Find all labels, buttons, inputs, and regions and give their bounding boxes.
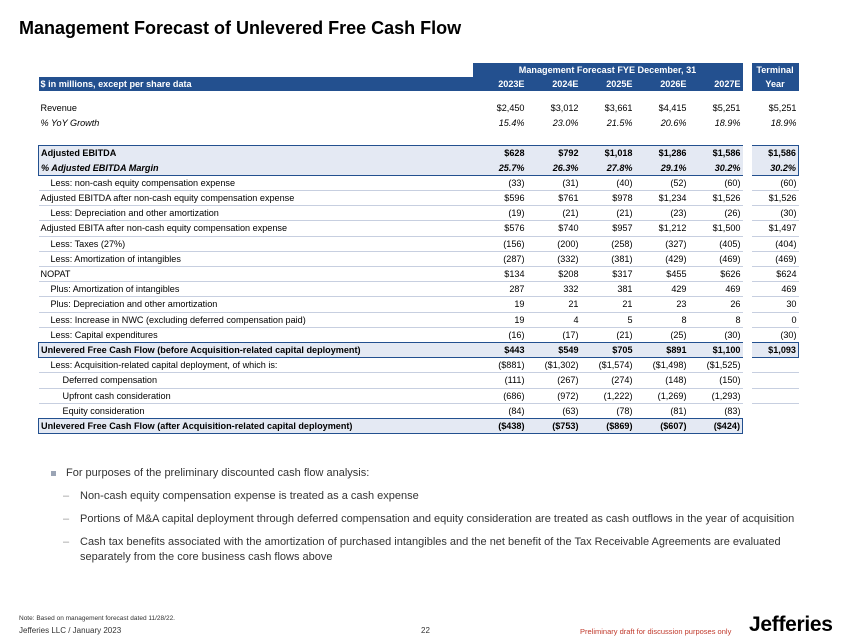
row-label: Less: Amortization of intangibles — [39, 251, 473, 266]
page-number: 22 — [421, 626, 430, 635]
cell: ($607) — [635, 419, 689, 434]
row-label: Adjusted EBITA after non-cash equity compensation expense — [39, 221, 473, 236]
cell: 29.1% — [635, 161, 689, 176]
cell: $957 — [581, 221, 635, 236]
table-row-nopat — [39, 267, 799, 282]
terminal-cell: 18.9% — [770, 117, 797, 128]
cell: ($881) — [473, 358, 527, 373]
units-label: $ in millions, except per share data — [39, 77, 473, 91]
terminal-header: Terminal — [752, 63, 799, 77]
cell: ($753) — [527, 419, 581, 434]
cell: 19 — [473, 312, 527, 327]
table-row-sbc — [39, 175, 799, 190]
cell: ($1,302) — [527, 358, 581, 373]
row-label: Revenue — [40, 102, 77, 113]
row-label: Upfront cash consideration — [39, 388, 473, 403]
cell: 15.4% — [498, 117, 525, 128]
table-row-ebitda-margin — [39, 161, 799, 176]
cell: 21.5% — [606, 117, 633, 128]
cell: $3,661 — [604, 102, 633, 113]
cell: $740 — [527, 221, 581, 236]
table-row-da — [39, 206, 799, 221]
cell: $549 — [527, 343, 581, 358]
cell: (52) — [635, 175, 689, 190]
cell: $1,586 — [689, 146, 743, 161]
cell: (972) — [527, 388, 581, 403]
bullet-square-icon — [51, 471, 56, 476]
sub-bullet-text: Portions of M&A capital deployment through deferred compensation and equity consideration are treated as cash outflows in the year of acquisition — [80, 513, 795, 525]
cell: 21 — [581, 297, 635, 312]
cell: $3,012 — [550, 102, 579, 113]
cell: 23.0% — [552, 117, 579, 128]
cell: 26 — [689, 297, 743, 312]
cell: (200) — [527, 236, 581, 251]
row-label: NOPAT — [39, 267, 473, 282]
cell: (686) — [473, 388, 527, 403]
terminal-cell: 30 — [752, 297, 799, 312]
cell: (84) — [508, 405, 525, 416]
row-label: Equity consideration — [62, 405, 145, 416]
cell: 332 — [527, 282, 581, 297]
cell: $1,212 — [635, 221, 689, 236]
sub-bullet-text: Non-cash equity compensation expense is treated as a cash expense — [80, 490, 419, 502]
cell: $705 — [581, 343, 635, 358]
cell: $761 — [527, 191, 581, 206]
cell: $4,415 — [658, 102, 687, 113]
cell: ($438) — [473, 419, 527, 434]
table-row-da-plus — [39, 297, 799, 312]
terminal-cell: (30) — [780, 329, 797, 340]
cell: $2,450 — [496, 102, 525, 113]
cell: $628 — [473, 146, 527, 161]
cell: (274) — [581, 373, 635, 388]
cell: 30.2% — [689, 161, 743, 176]
cell: (83) — [724, 405, 741, 416]
cell: (40) — [581, 175, 635, 190]
cell: (21) — [527, 206, 581, 221]
cell: (405) — [689, 236, 743, 251]
row-label: Adjusted EBITDA — [39, 146, 473, 161]
row-label: Less: Depreciation and other amortization — [39, 206, 473, 221]
row-label: Less: Acquisition-related capital deployment, of which is: — [39, 358, 473, 373]
cell: 26.3% — [527, 161, 581, 176]
cell: $1,286 — [635, 146, 689, 161]
sub-bullet-text: Cash tax benefits associated with the amortization of purchased intangibles and the net benefit of the Tax Receivable Agreements are evaluated separately from the core business cash flows above — [80, 536, 781, 563]
cell: 381 — [581, 282, 635, 297]
cell: 20.6% — [660, 117, 687, 128]
row-label: Plus: Amortization of intangibles — [39, 282, 473, 297]
cell: 18.9% — [714, 117, 741, 128]
table-row-ebitda-after-sbc — [39, 191, 799, 206]
row-label: Less: Increase in NWC (excluding deferred compensation paid) — [39, 312, 473, 327]
cell: $891 — [635, 343, 689, 358]
row-label: % YoY Growth — [40, 117, 100, 128]
cell: $792 — [527, 146, 581, 161]
cell: (78) — [616, 405, 633, 416]
cell: (327) — [635, 236, 689, 251]
cell: $1,100 — [689, 343, 743, 358]
cell: 4 — [527, 312, 581, 327]
notes-bullets — [49, 466, 809, 565]
row-label: Less: non-cash equity compensation expense — [39, 175, 473, 190]
cell: 19 — [473, 297, 527, 312]
year-header: 2023E — [473, 77, 527, 91]
cell: ($1,525) — [689, 358, 743, 373]
cell: (469) — [689, 251, 743, 266]
draft-disclaimer: Preliminary draft for discussion purposes only — [580, 627, 732, 636]
terminal-cell: (60) — [752, 175, 799, 190]
cell: 469 — [689, 282, 743, 297]
cell: (25) — [670, 329, 687, 340]
cell: $455 — [635, 267, 689, 282]
table-row-acquisition — [39, 358, 799, 373]
cell: (81) — [670, 405, 687, 416]
bullet-main — [49, 466, 809, 481]
cell: 429 — [635, 282, 689, 297]
table-row-deferred-comp — [39, 373, 799, 388]
cell: $134 — [473, 267, 527, 282]
cell: 287 — [473, 282, 527, 297]
cell: (381) — [581, 251, 635, 266]
cell: (17) — [562, 329, 579, 340]
cell: (21) — [581, 206, 635, 221]
cell: (258) — [581, 236, 635, 251]
row-label: Adjusted EBITDA after non-cash equity compensation expense — [39, 191, 473, 206]
table-row-ufcf-after — [39, 419, 799, 434]
cell: $208 — [527, 267, 581, 282]
table-row-yoy — [39, 115, 799, 130]
cell: (21) — [616, 329, 633, 340]
year-header: 2025E — [581, 77, 635, 91]
terminal-cell: $1,586 — [752, 146, 799, 161]
terminal-cell: (404) — [752, 236, 799, 251]
cell: (150) — [689, 373, 743, 388]
cell: $1,234 — [635, 191, 689, 206]
cell: (1,269) — [635, 388, 689, 403]
terminal-cell: $5,251 — [768, 102, 797, 113]
cell: ($1,574) — [581, 358, 635, 373]
dash-icon: – — [63, 513, 70, 525]
cell: ($424) — [689, 419, 743, 434]
row-label: Less: Taxes (27%) — [39, 236, 473, 251]
terminal-cell: $1,526 — [752, 191, 799, 206]
terminal-cell: (469) — [752, 251, 799, 266]
table-row-ebita-after-sbc — [39, 221, 799, 236]
terminal-cell: $1,497 — [752, 221, 799, 236]
terminal-cell: 30.2% — [752, 161, 799, 176]
terminal-cell: $624 — [752, 267, 799, 282]
cell: (23) — [635, 206, 689, 221]
table-row-amortization-less — [39, 251, 799, 266]
table-row-amortization-plus — [39, 282, 799, 297]
terminal-cell: 469 — [752, 282, 799, 297]
table-row-taxes — [39, 236, 799, 251]
cell: (1,293) — [689, 388, 743, 403]
cell: 8 — [689, 312, 743, 327]
ufcf-table — [38, 63, 799, 434]
cell: (111) — [473, 373, 527, 388]
terminal-cell: (30) — [752, 206, 799, 221]
cell: (30) — [724, 329, 741, 340]
sub-bullet — [49, 512, 809, 527]
table-row-equity-consideration — [39, 403, 799, 418]
year-header: 2024E — [527, 77, 581, 91]
cell: (267) — [527, 373, 581, 388]
cell: $1,526 — [689, 191, 743, 206]
dash-icon: – — [63, 536, 70, 548]
cell: $576 — [473, 221, 527, 236]
year-header: 2026E — [635, 77, 689, 91]
table-row-ebitda — [39, 146, 799, 161]
cell: $596 — [473, 191, 527, 206]
row-label: Deferred compensation — [39, 373, 473, 388]
forecast-group-header: Management Forecast FYE December, 31 — [473, 63, 743, 77]
cell: 5 — [581, 312, 635, 327]
cell: $443 — [473, 343, 527, 358]
cell: (33) — [473, 175, 527, 190]
terminal-cell: 0 — [752, 312, 799, 327]
table-row-nwc — [39, 312, 799, 327]
cell: ($869) — [581, 419, 635, 434]
cell: (332) — [527, 251, 581, 266]
table-row-capex — [39, 327, 799, 342]
cell: (31) — [527, 175, 581, 190]
year-header: 2027E — [689, 77, 743, 91]
cell: 23 — [635, 297, 689, 312]
cell: (60) — [689, 175, 743, 190]
cell: ($1,498) — [635, 358, 689, 373]
cell: (148) — [635, 373, 689, 388]
cell: 27.8% — [581, 161, 635, 176]
cell: $1,500 — [689, 221, 743, 236]
row-label: Less: Capital expenditures — [50, 329, 158, 340]
cell: $978 — [581, 191, 635, 206]
cell: (429) — [635, 251, 689, 266]
table-row-ufcf-before — [39, 343, 799, 358]
row-label: % Adjusted EBITDA Margin — [39, 161, 473, 176]
terminal-cell: $1,093 — [752, 343, 799, 358]
sub-bullet — [49, 489, 809, 504]
row-label: Unlevered Free Cash Flow (after Acquisition-related capital deployment) — [39, 419, 473, 434]
cell: (19) — [473, 206, 527, 221]
cell: $317 — [581, 267, 635, 282]
cell: $1,018 — [581, 146, 635, 161]
cell: (16) — [508, 329, 525, 340]
cell: 8 — [635, 312, 689, 327]
row-label: Unlevered Free Cash Flow (before Acquisition-related capital deployment) — [39, 343, 473, 358]
jefferies-logo: Jefferies — [749, 613, 833, 636]
cell: 25.7% — [473, 161, 527, 176]
footnote: Note: Based on management forecast dated 11/28/22. — [19, 615, 175, 622]
cell: (26) — [689, 206, 743, 221]
cell: (156) — [473, 236, 527, 251]
sub-bullet — [49, 535, 809, 565]
terminal-year-header: Year — [752, 77, 799, 91]
dash-icon: – — [63, 490, 70, 502]
bullet-text: For purposes of the preliminary discounted cash flow analysis: — [66, 467, 370, 479]
page-title: Management Forecast of Unlevered Free Cash Flow — [19, 18, 462, 38]
footer-company-date: Jefferies LLC / January 2023 — [19, 626, 122, 635]
cell: (1,222) — [581, 388, 635, 403]
table-row-upfront-cash — [39, 388, 799, 403]
cell: (63) — [562, 405, 579, 416]
cell: (287) — [473, 251, 527, 266]
cell: $626 — [689, 267, 743, 282]
table-row-revenue — [39, 100, 799, 115]
row-label: Plus: Depreciation and other amortization — [39, 297, 473, 312]
cell: 21 — [527, 297, 581, 312]
cell: $5,251 — [712, 102, 741, 113]
